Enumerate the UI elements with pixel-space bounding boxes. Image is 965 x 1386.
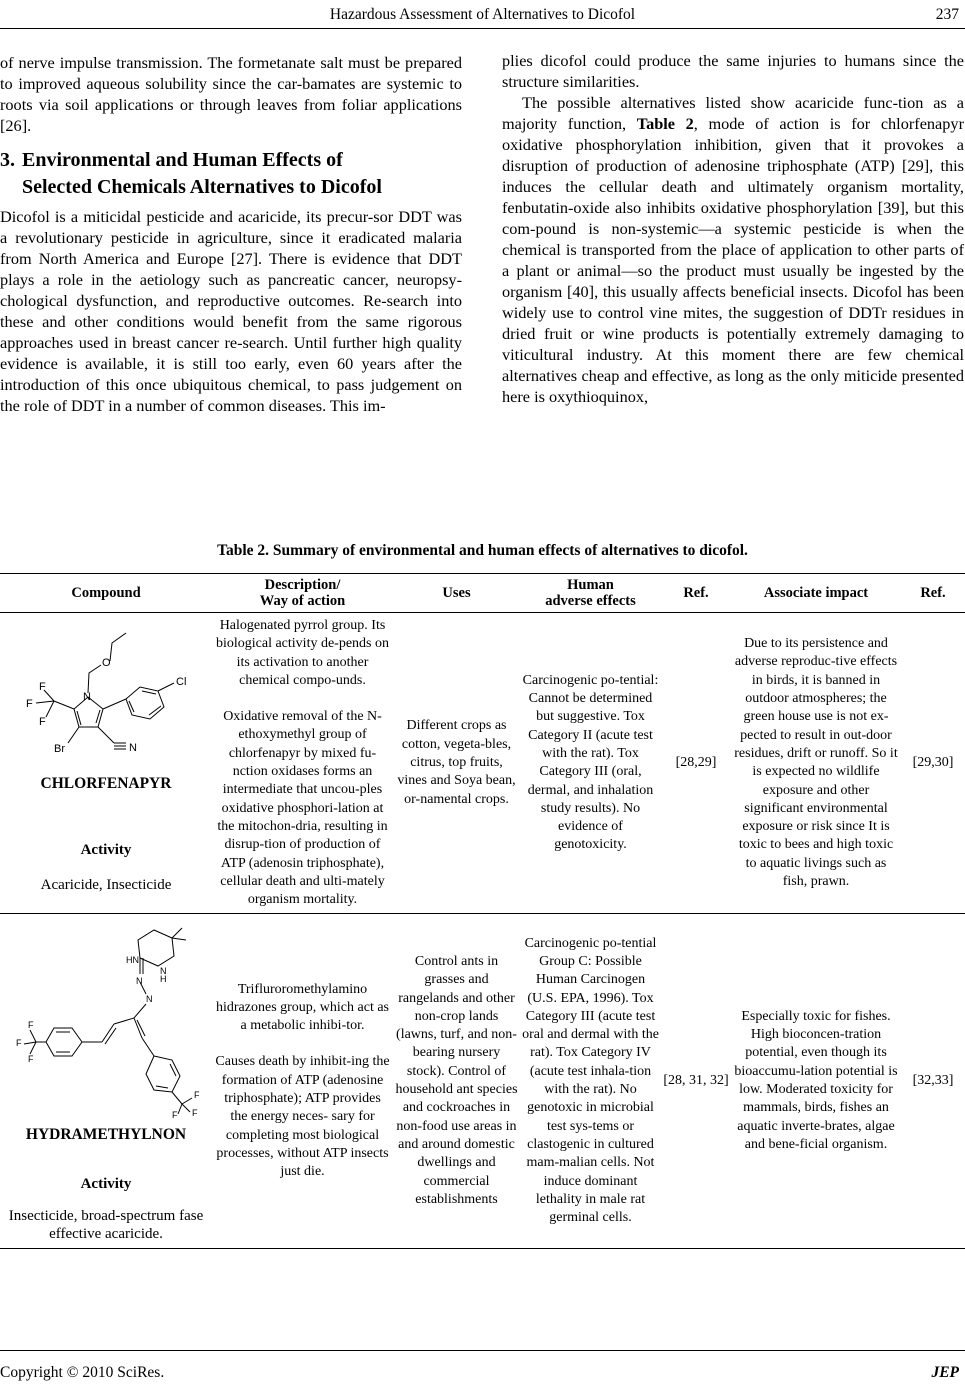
svg-text:F: F	[16, 1038, 22, 1049]
activity-label: Activity	[80, 1175, 132, 1192]
human-effects-cell: Carcinogenic po-tential Group C: Possible Human Carcinogen (U.S. EPA, 1996). Tox Category III (acute test oral and dermal with the rat). Tox Category IV (acute test inhala-tion with the rat). No genotoxic in microbial test sys-tems or clastogenic in cultured mam-malian cells. Not induce dominant lethality in male rat germinal cells.	[520, 914, 661, 1248]
section-title-line-1: Environmental and Human Effects of	[22, 149, 343, 171]
compound-name: HYDRAMETHYLNON	[25, 1126, 187, 1144]
svg-text:F: F	[192, 1108, 198, 1119]
uses-cell: Different crops as cotton, vegeta-bles, citrus, top fruits, vines and Soya bean, or-namental crops.	[397, 718, 516, 807]
chlorfenapyr-structure	[2, 617, 210, 767]
ref-cell-1: [28,29]	[675, 755, 717, 771]
right-paragraph-2	[502, 92, 964, 407]
header-rule	[0, 28, 965, 29]
header-ref-1: Ref.	[661, 574, 731, 613]
left-paragraph-1: of nerve impulse transmission. The formetanate salt must be prepared to improved aqueous solubility since the car-bamates are systemic to roots via soil applications or through leaves from foliar applications [26].	[0, 53, 462, 135]
svg-text:F: F	[172, 1110, 178, 1119]
footer-rule	[0, 1350, 965, 1351]
compound-cell	[0, 914, 212, 1248]
summary-table	[0, 573, 965, 1249]
svg-text:Br: Br	[54, 743, 65, 755]
uses-cell: Control ants in grasses and rangelands and other non-crop lands (lawns, turf, and non-bearing nursery stock). Control of household ant species and cockroaches in non-food use areas in and around domestic dwellings and commercial establishments	[393, 914, 520, 1248]
svg-text:F: F	[26, 698, 33, 710]
compound-cell	[0, 613, 212, 914]
svg-text:Cl: Cl	[176, 676, 187, 688]
table-row	[0, 914, 965, 1248]
svg-text:F: F	[39, 716, 46, 728]
header-description: Description/ Way of action	[212, 574, 393, 613]
impact-cell: Due to its persistence and adverse reproduc-tive effects in birds, it is banned in outdoor atmospheres; the green house use is not ex-pected to result in out-door residues, drift or runoff. So it is expected no wildlife exposure and other significant environmental exposure or risk since It is toxic to bees and high toxic to aquatic livings such as fish, prawn.	[734, 636, 898, 889]
right-paragraph-1: plies dicofol could produce the same injuries to humans since the structure similarities.	[502, 51, 964, 91]
description-cell: Halogenated pyrrol group. Its biological activity de-pends on its activation to another chemical compo-unds. Oxidative removal of the N-ethoxymethyl group of chlorfenapyr by mixed fu-nction oxidases forms an intermediate that uncou-ples oxidative phosphori-lation at the mitochon-dria, resulting in disrup-tion of production of ATP (adenosin triphosphate), cellular death and ulti-mately organism mortality.	[215, 618, 389, 908]
svg-text:N: N	[129, 742, 137, 754]
svg-text:H: H	[160, 974, 167, 985]
svg-text:N: N	[83, 691, 91, 703]
impact-cell: Especially toxic for fishes. High bioconcen-tration potential, even though its bioaccumu-lation potential is low. Moderated toxicity for mammals, birds, fishes an aquatic inverte-brates, algae and bene-ficial organism.	[731, 914, 901, 1248]
human-effects-cell: Carcinogenic po-tential: Cannot be determined but suggestive. Tox Category II (acute test with the rat). Tox Category III (oral, dermal, and inhalation study results). No evidence of genotoxicity.	[522, 672, 659, 853]
svg-text:F: F	[39, 681, 46, 693]
table-caption: Table 2. Summary of environmental and human effects of alternatives to dicofol.	[217, 542, 748, 559]
header-uses: Uses	[393, 574, 520, 613]
svg-text:F: F	[194, 1090, 200, 1101]
description-cell: Trifluroromethylamino hidrazones group, which act as a metabolic inhibi-tor. Causes death by inhibit-ing the formation of ATP (adenosine triphosphate); ATP provides the energy neces- sary for completing most biological processes, without ATP insects just die.	[212, 914, 393, 1248]
right-column	[502, 50, 964, 407]
activity-value: Insecticide, broad-spectrum fase effective acaricide.	[8, 1208, 204, 1243]
ref-cell-2: [32,33]	[901, 914, 965, 1248]
svg-text:N: N	[160, 966, 167, 977]
svg-text:HN: HN	[126, 955, 139, 966]
left-column	[0, 52, 462, 416]
svg-text:N: N	[146, 994, 153, 1005]
table-header-row	[0, 574, 965, 613]
hydramethylnon-structure	[2, 918, 210, 1118]
copyright: Copyright © 2010 SciRes.	[0, 1364, 165, 1381]
svg-text:N: N	[136, 976, 143, 987]
svg-text:F: F	[28, 1054, 34, 1065]
header-compound: Compound	[0, 574, 212, 613]
header-human-effects: Human adverse effects	[520, 574, 661, 613]
activity-value: Acaricide, Insecticide	[40, 876, 172, 893]
running-header	[0, 0, 965, 30]
section-heading	[0, 147, 462, 201]
table-reference: Table 2	[636, 114, 694, 133]
header-impact: Associate impact	[731, 574, 901, 613]
activity-label: Activity	[80, 842, 132, 859]
right-paragraph-2a: The possible alternatives listed show acaricide func-tion as a majority function,	[502, 93, 964, 133]
ref-cell-1: [28, 31, 32]	[661, 914, 731, 1248]
right-paragraph-2b: , mode of action is for chlorfenapyr oxidative phosphorylation inhibition, given that it provokes a disruption of production of adenosine triphosphate (ATP) [29], this induces the cellular death and ultimately organism mortality, fenbutatin-oxide also inhibits oxidative phosphorylation [39], but this com-pound is non-systemic—a systemic pesticide is when the chemical is transported from the place of application to other parts of a plant or animal—so the product must usually be ingested by the organism [40], this usually affects beneficial insects. Dicofol has been widely use to control vine mites, the suggestion of DDTr residues in dried fruit or wine products is potentially extremely damaging to viticultural industry. At this moment there are few chemical alternatives cheap and effective, as long as the only miticide presented here is oxythioquinox,	[502, 114, 964, 406]
svg-text:O: O	[102, 657, 111, 669]
table-row	[0, 613, 965, 914]
compound-name: CHLORFENAPYR	[40, 775, 172, 792]
section-number: 3.	[0, 149, 15, 171]
header-ref-2: Ref.	[901, 574, 965, 613]
page-number: 237	[935, 6, 959, 23]
svg-text:F: F	[28, 1020, 34, 1031]
journal-abbrev: JEP	[931, 1364, 959, 1381]
left-paragraph-2: Dicofol is a miticidal pesticide and acaricide, its precur-sor DDT was a revolutionary pesticide in agriculture, since it eradicated malaria from North America and Europe [27]. There is evidence that DDT plays a role in the aetiology such as pancreatic cancer, neuropsy-chological dysfunction, and reproductive outcomes. Re-search into these and other conditions would benefit from the same rigorous approaches used in breast cancer re-search. Until further high quality evidence is available, it is still too early, even 60 years after the introduction of this once ubiquitous chemical, to pass judgement on the role of DDT in a number of common diseases. This im-	[0, 207, 462, 415]
running-title: Hazardous Assessment of Alternatives to Dicofol	[329, 6, 636, 23]
section-title-line-2: Selected Chemicals Alternatives to Dicofol	[22, 176, 382, 198]
ref-cell-2: [29,30]	[912, 755, 954, 771]
